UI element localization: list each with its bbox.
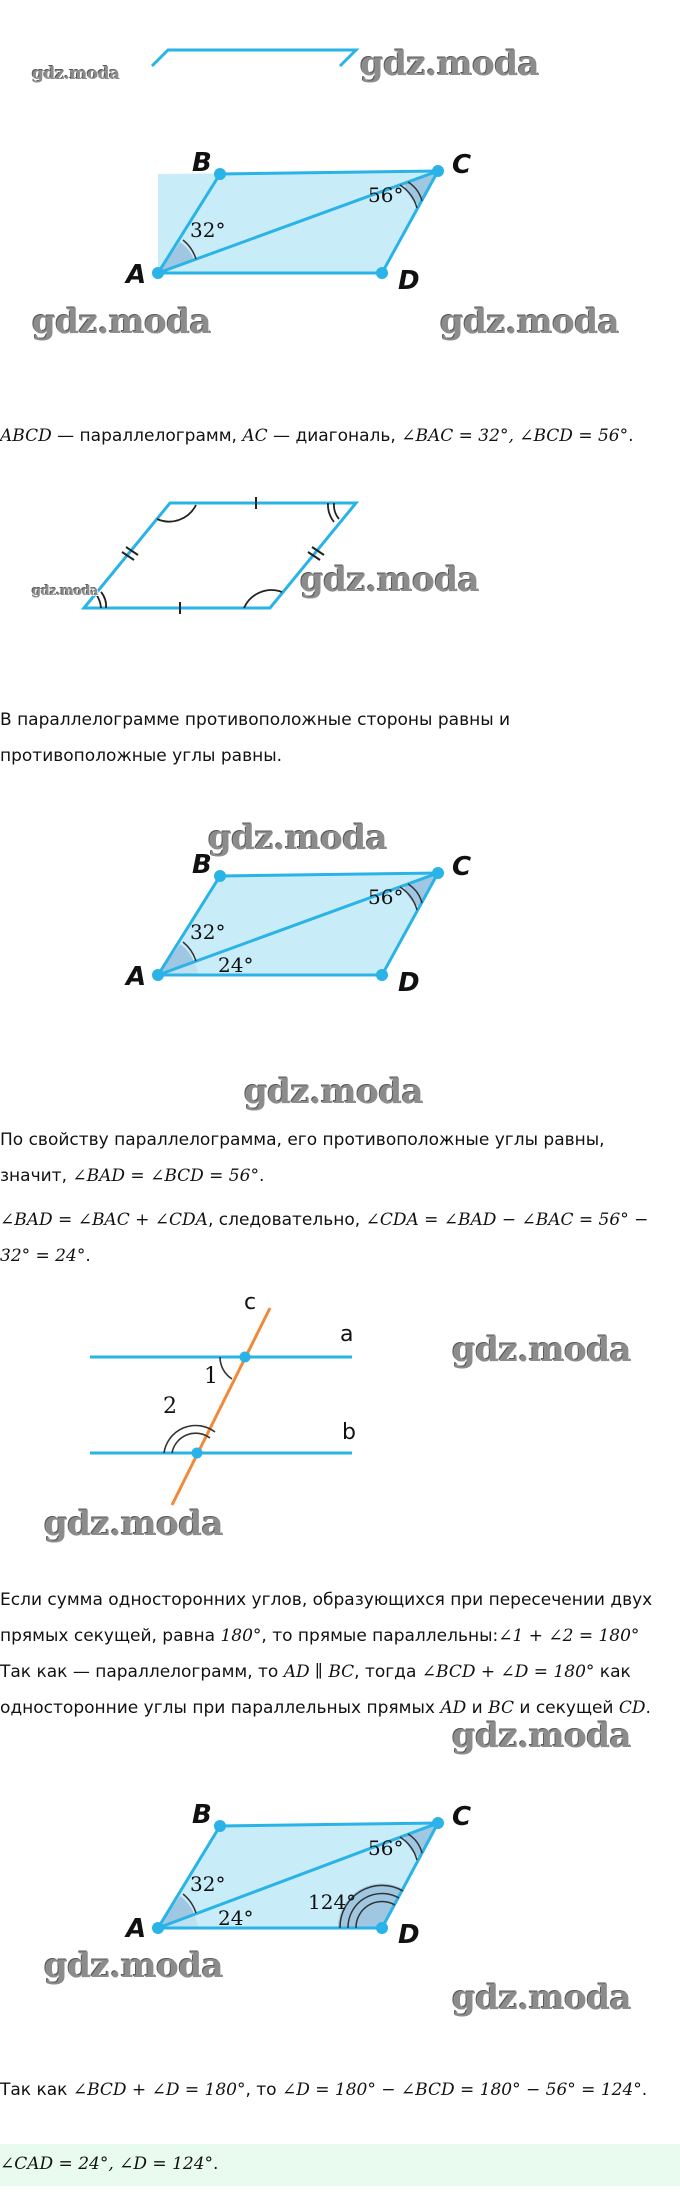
figure-parallelogram-2 [0, 860, 680, 990]
label-d: D [398, 266, 420, 296]
label-a: A [126, 1914, 147, 1944]
angle-bac-label: 32° [190, 1872, 226, 1896]
point-a [152, 267, 164, 279]
paragraph-parallel-criterion: Если сумма односторонних углов, образующихся при пересечении двух прямых секущей, равна 180°, то прямые параллельны:∠1 + ∠2 = 180° [0, 1590, 653, 1646]
label-c: C [452, 150, 472, 180]
label-d: D [398, 1920, 420, 1950]
label-line-c: c [244, 1290, 257, 1315]
label-b: B [192, 1800, 212, 1830]
label-a: A [126, 962, 147, 992]
watermark: gdz.moda [32, 64, 120, 84]
angle-d-label: 124° [308, 1890, 357, 1914]
paragraph-angle-cda: ∠BAD = ∠BAC + ∠CDA, следовательно, ∠CDA = ∠BAD − ∠BAC = 56° − 32° = 24°. [0, 1210, 649, 1266]
watermark: gdz.moda [32, 584, 99, 599]
paragraph-given: ABCD — параллелограмм, AC — диагональ, ∠BAC = 32°, ∠BCD = 56°. [0, 426, 634, 446]
label-c: C [452, 852, 472, 882]
watermark: gdz.moda [452, 1978, 632, 2018]
watermark: gdz.moda [208, 818, 388, 858]
paragraph-property: В параллелограмме противоположные стороны равны и противоположные углы равны. [0, 710, 511, 766]
watermark: gdz.moda [452, 1330, 632, 1370]
angle-cad-label: 24° [218, 953, 254, 977]
paragraph-interior-angles: Так как — параллелограмм, то AD ∥ BC, тогда ∠BCD + ∠D = 180° как односторонние углы при параллельных прямых AD и BC и секущей CD. [0, 1662, 651, 1718]
point-b [214, 168, 226, 180]
point-c [432, 165, 444, 177]
angle-bac-label: 32° [190, 920, 226, 944]
angle-bca-label: 56° [368, 885, 404, 909]
watermark: gdz.moda [360, 44, 540, 84]
line-c [172, 1308, 270, 1505]
label-b: B [192, 850, 212, 880]
figure-parallelogram-1 [0, 140, 680, 320]
figure-parallelogram-3 [0, 1800, 680, 1950]
figure-partial-top [0, 0, 680, 100]
label-c: C [452, 1802, 472, 1832]
label-d: D [398, 968, 420, 998]
angle-1-label: 1 [204, 1364, 218, 1389]
watermark: gdz.moda [300, 560, 480, 600]
point-d [376, 267, 388, 279]
watermark: gdz.moda [32, 302, 212, 342]
angle-cad-label: 24° [218, 1906, 254, 1930]
label-line-b: b [342, 1420, 356, 1445]
label-line-a: a [340, 1322, 354, 1347]
angle-bac-label: 32° [190, 218, 226, 242]
paragraph-angle-d: Так как ∠BCD + ∠D = 180°, то ∠D = 180° − ∠BCD = 180° − 56° = 124°. [0, 2080, 648, 2100]
watermark: gdz.moda [244, 1072, 424, 1112]
watermark: gdz.moda [44, 1946, 224, 1986]
label-b: B [192, 148, 212, 178]
answer-text: ∠CAD = 24°, ∠D = 124°. [0, 2154, 219, 2174]
watermark: gdz.moda [44, 1504, 224, 1544]
watermark: gdz.moda [440, 302, 620, 342]
figure-parallelogram-properties [0, 490, 680, 620]
angle-bca-label: 56° [368, 183, 404, 207]
watermark: gdz.moda [452, 1716, 632, 1756]
angle-2-label: 2 [163, 1394, 177, 1419]
paragraph-opposite-angles: По свойству параллелограмма, его противоположные углы равны, значит, ∠BAD = ∠BCD = 56°. [0, 1130, 605, 1186]
angle-bca-label: 56° [368, 1836, 404, 1860]
label-a: A [126, 260, 147, 290]
